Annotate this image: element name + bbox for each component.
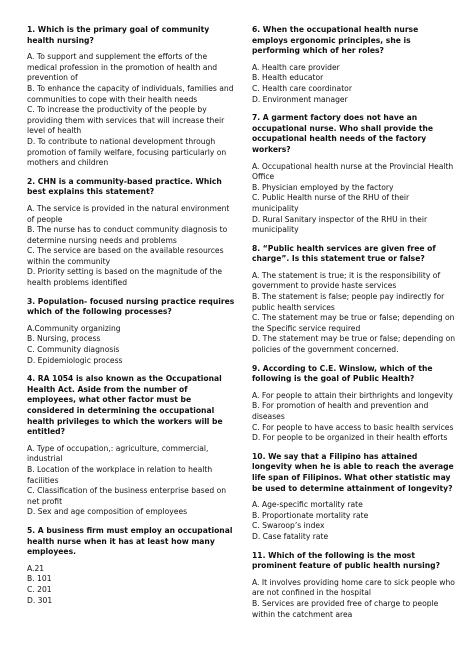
answer-option: C. To increase the productivity of the people by providing them with services that will increase their level of health [27, 105, 225, 136]
question-text: 1. Which is the primary goal of community health nursing? [27, 25, 210, 45]
answer-option: D. Epidemiologic process [27, 355, 123, 365]
question-text: 9. According to C.E. Winslow, which of the following is the goal of Public Health? [252, 363, 433, 384]
question-block [252, 244, 456, 356]
answer-option: D. To contribute to national development through promotion of family welfare, focusing particularly on mothers and children [27, 136, 227, 168]
answer-option: A. For people to attain their birthrights and longevity [252, 390, 453, 400]
answer-option: B. Health educator [252, 73, 324, 83]
answer-option: A.Community organizing [27, 323, 121, 333]
answer-option: A. Occupational health nurse at the Provincial Health Office [252, 161, 454, 182]
answer-option: B. The statement is false; people pay indirectly for public health services [252, 292, 445, 312]
question-block [252, 452, 456, 543]
answer-option: D. Sex and age composition of employees [27, 507, 188, 517]
answer-option: A. To support and supplement the efforts of the medical profession in the promotion of health and prevention of [27, 52, 218, 83]
answer-option: D. Priority setting is based on the magnitude of the health problems identified [27, 267, 223, 288]
question-block [27, 374, 239, 518]
answer-option: A. Age-specific mortality rate [252, 500, 363, 510]
answer-option: B. The nurse has to conduct community diagnosis to determine nursing needs and problems [27, 225, 228, 245]
question-block [27, 297, 239, 367]
question-block [27, 25, 239, 169]
question-text: 3. Population- focused nursing practice requires which of the following processes? [27, 296, 235, 317]
answer-option: D. Case fatality rate [252, 531, 329, 541]
answer-option: C. For people to have access to basic health services [252, 422, 454, 432]
answer-option: B. 101 [27, 574, 52, 584]
question-text: 4. RA 1054 is also known as the Occupational Health Act. Aside from the number of employees, what other factor must be considered in determining the occupational health privileges to which the workers will be entitled? [27, 374, 223, 437]
right-column [252, 25, 456, 628]
answer-option: C. Health care coordinator [252, 83, 352, 93]
answer-option: B. Nursing, process [27, 334, 101, 344]
answer-option: B. For promotion of health and prevention and diseases [252, 401, 429, 421]
question-block [252, 113, 456, 236]
question-text: 11. Which of the following is the most prominent feature of public health nursing? [252, 550, 440, 571]
answer-option: C. Classification of the business enterprise based on net profit [27, 486, 227, 506]
answer-option: A. It involves providing home care to sick people who are not confined in the hospital [252, 577, 455, 598]
answer-option: D. Rural Sanitary inspector of the RHU in their municipality [252, 214, 428, 235]
answer-option: B. To enhance the capacity of individuals, families and communities to cope with their health needs [27, 83, 234, 104]
question-block [252, 364, 456, 444]
question-text: 6. When the occupational health nurse employs ergonomic principles, she is performing which of her roles? [252, 25, 419, 56]
answer-option: A. Health care provider [252, 62, 340, 72]
question-block [27, 526, 239, 606]
question-block [27, 177, 239, 289]
left-column [27, 25, 239, 614]
answer-option: C. Community diagnosis [27, 345, 120, 355]
answer-option: C. The service are based on the available resources within the community [27, 246, 224, 266]
answer-option: B. Location of the workplace in relation to health facilities [27, 464, 213, 485]
answer-option: B. Proportionate mortality rate [252, 510, 369, 520]
answer-option: C. Swaroop’s index [252, 521, 325, 531]
answer-option: D. The statement may be true or false; depending on policies of the government concerned. [252, 334, 456, 355]
answer-option: D. For people to be organized in their health efforts [252, 433, 448, 443]
answer-option: A. Type of occupation,: agriculture, commercial, industrial [27, 443, 209, 464]
answer-option: C. The statement may be true or false; depending on the Specific service required [252, 313, 455, 333]
answer-option: D. 301 [27, 595, 53, 605]
answer-option: C. Public Health nurse of the RHU of their municipality [252, 193, 410, 213]
answer-option: A.21 [27, 563, 45, 573]
question-text: 8. “Public health services are given free of charge”. Is this statement true or false? [252, 243, 436, 264]
question-block [252, 551, 456, 621]
answer-option: B. Services are provided free of charge to people within the catchment area [252, 598, 439, 619]
question-text: 7. A garment factory does not have an occupational nurse. Who shall provide the occupational health needs of the factory workers? [252, 113, 434, 154]
question-text: 5. A business firm must employ an occupational health nurse when it has at least how many employees. [27, 525, 233, 557]
question-block [252, 25, 456, 105]
answer-option: B. Physician employed by the factory [252, 182, 394, 192]
answer-option: D. Environment manager [252, 94, 348, 104]
question-text: 2. CHN is a community-based practice. Which best explains this statement? [27, 176, 222, 197]
answer-option: C. 201 [27, 584, 52, 594]
answer-option: A. The statement is true; it is the responsibility of government to provide haste services [252, 270, 441, 291]
question-text: 10. We say that a Filipino has attained longevity when he is able to reach the average life span of Filipinos. What other statistic may be used to determine attainment of longevity? [252, 451, 454, 493]
answer-option: A. The service is provided in the natural environment of people [27, 203, 230, 224]
